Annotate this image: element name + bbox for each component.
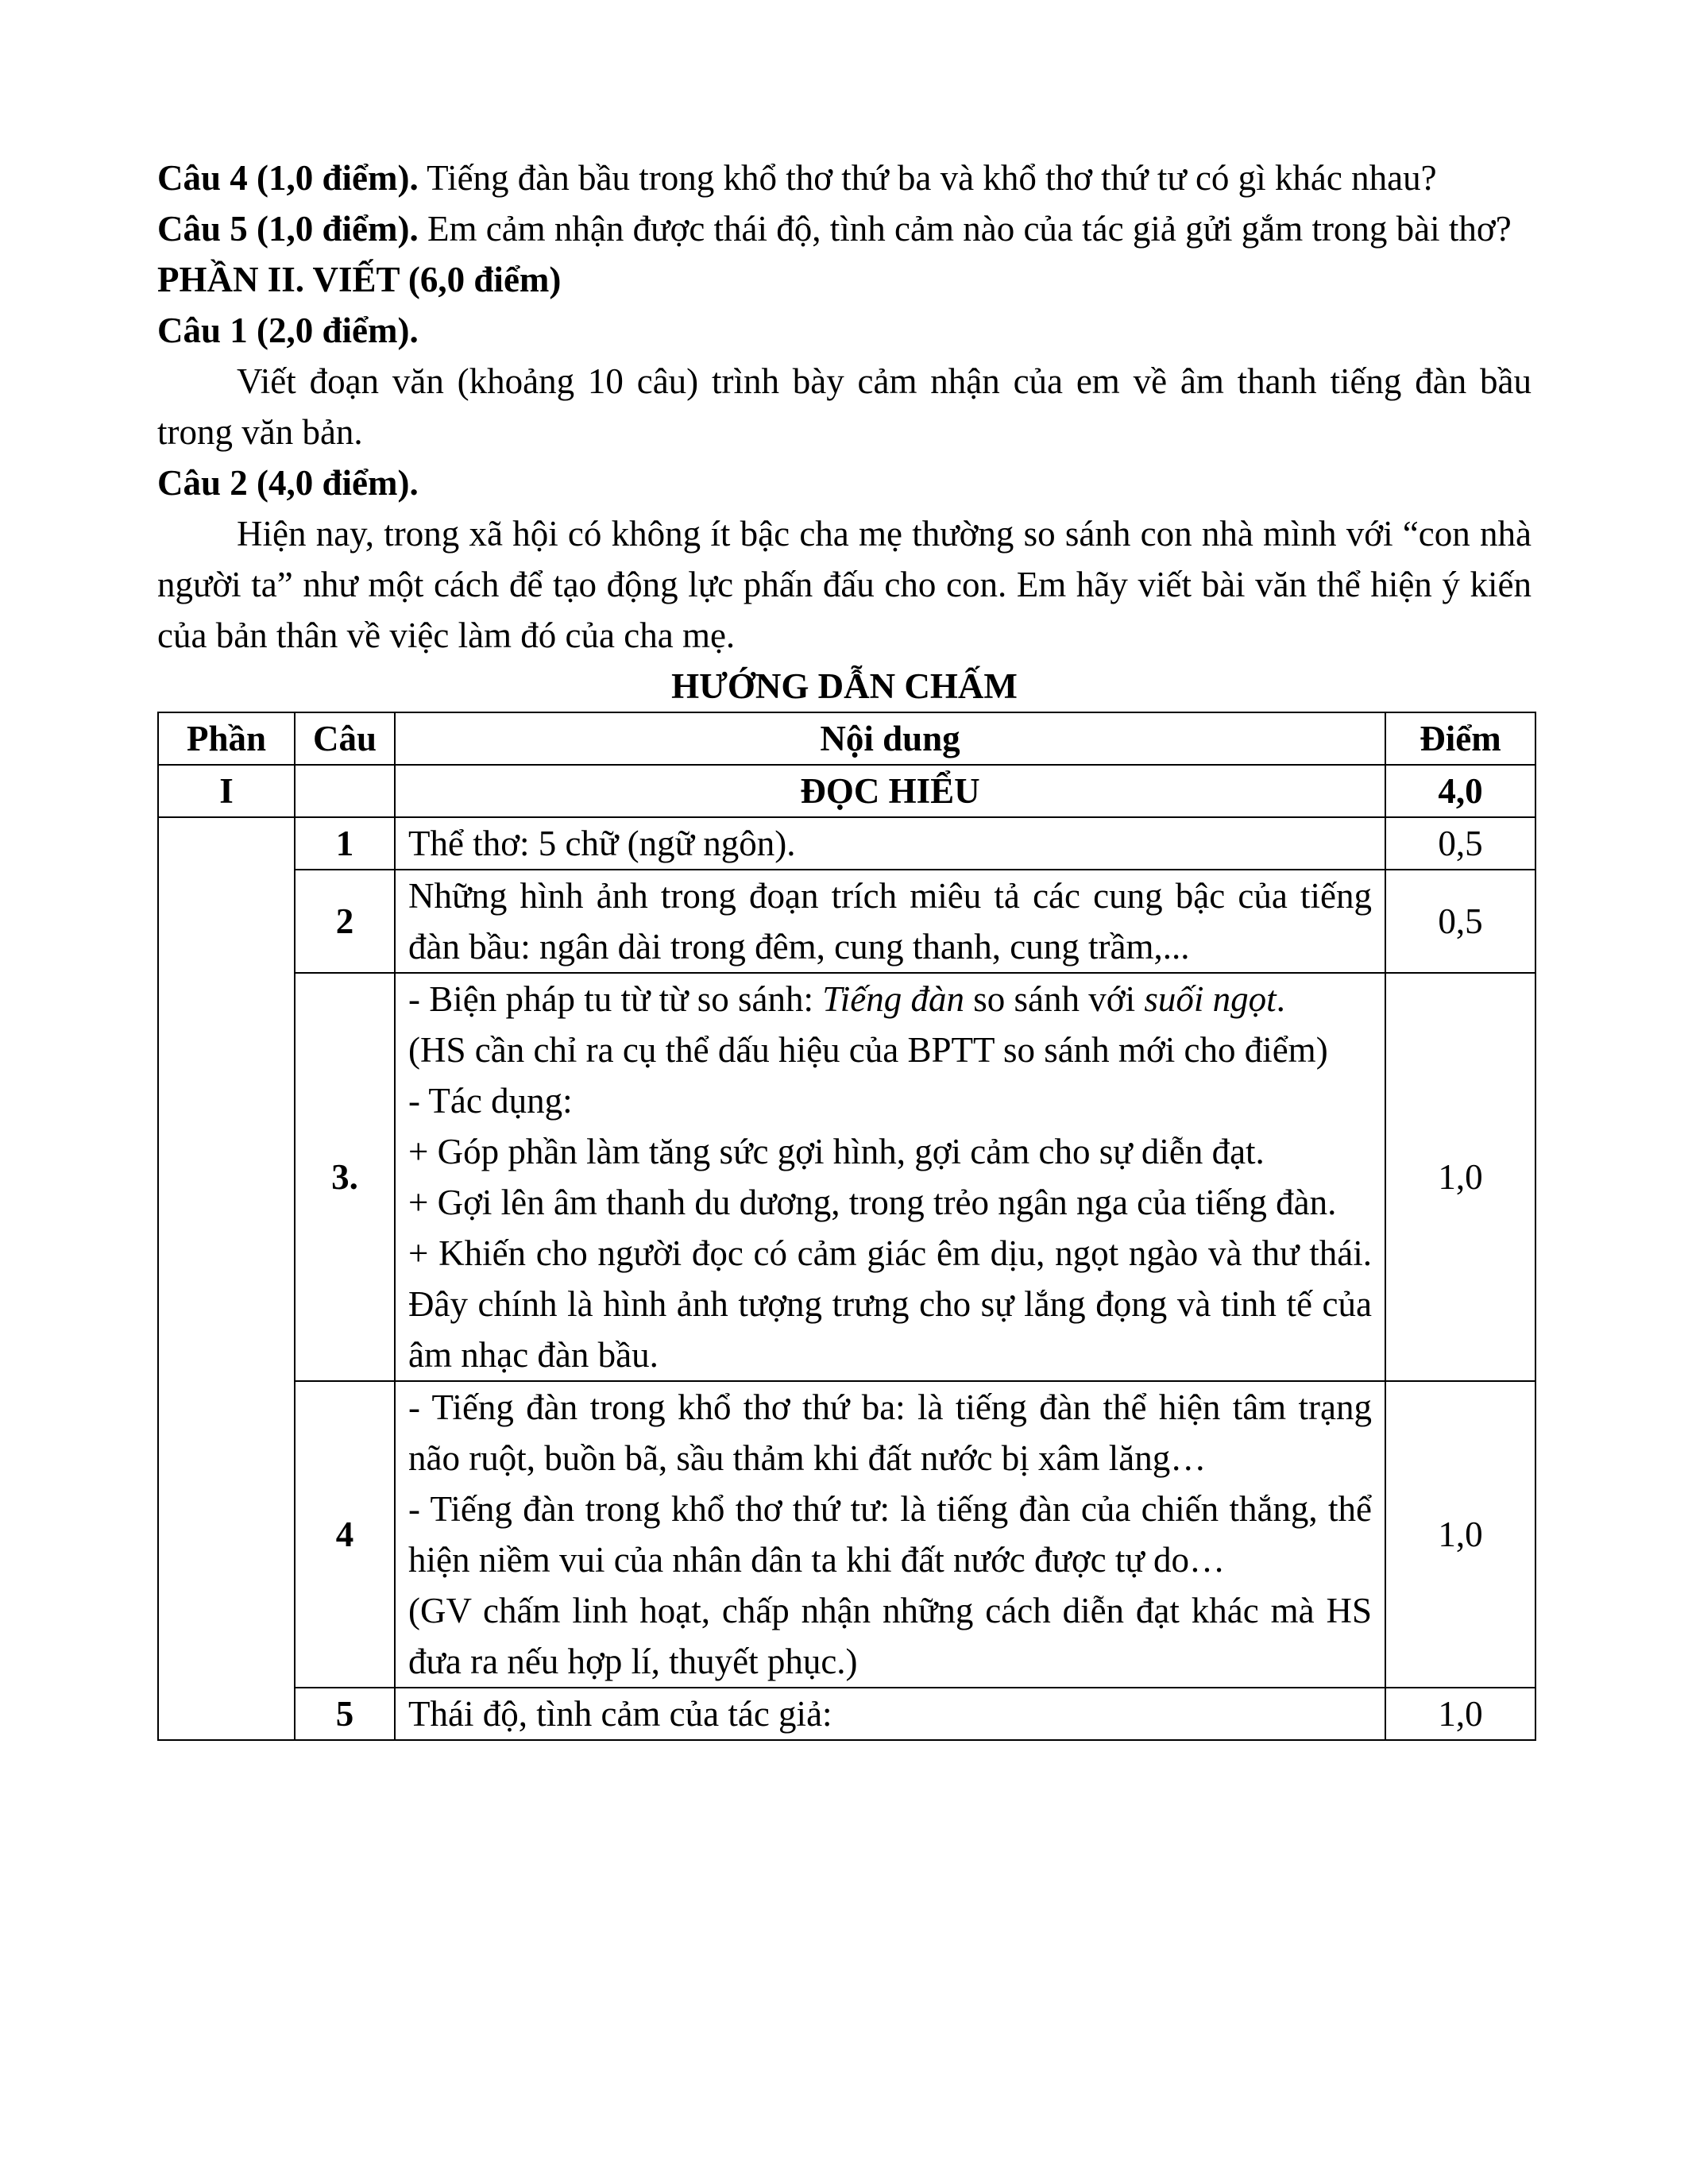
question-4 xyxy=(157,152,1532,203)
row-3-text: . xyxy=(1276,979,1285,1019)
document-page xyxy=(157,152,1532,1741)
table-row xyxy=(158,1688,1535,1740)
part2-q1-text: Viết đoạn văn (khoảng 10 câu) trình bày cảm nhận của em về âm thanh tiếng đàn bầu trong văn bản. xyxy=(157,361,1532,452)
part2-q2-head: Câu 2 (4,0 điểm). xyxy=(157,463,419,503)
row-4-content xyxy=(395,1381,1385,1688)
row-3-line-4: + Góp phần làm tăng sức gợi hình, gợi cảm cho sự diễn đạt. xyxy=(408,1132,1265,1171)
section-title: ĐỌC HIỂU xyxy=(395,765,1385,817)
grading-table xyxy=(157,712,1536,1741)
row-3-italic-1: Tiếng đàn xyxy=(822,979,965,1019)
table-header-row xyxy=(158,712,1535,765)
section-phan: I xyxy=(158,765,295,817)
row-2-cau: 2 xyxy=(295,870,395,973)
row-3-line-5: + Gợi lên âm thanh du dương, trong trẻo ngân nga của tiếng đàn. xyxy=(408,1183,1337,1222)
header-cau: Câu xyxy=(295,712,395,765)
header-diem: Điểm xyxy=(1385,712,1535,765)
row-1-content: Thể thơ: 5 chữ (ngữ ngôn). xyxy=(395,817,1385,870)
table-row xyxy=(158,817,1535,870)
row-4-line-1: - Tiếng đàn trong khổ thơ thứ ba: là tiếng đàn thể hiện tâm trạng não ruột, buồn bã, sầu thảm khi đất nước bị xâm lăng… xyxy=(408,1387,1372,1478)
row-2-content: Những hình ảnh trong đoạn trích miêu tả các cung bậc của tiếng đàn bầu: ngân dài trong đêm, cung thanh, cung trầm,... xyxy=(395,870,1385,973)
row-4-score: 1,0 xyxy=(1385,1381,1535,1688)
part2-q2-text: Hiện nay, trong xã hội có không ít bậc cha mẹ thường so sánh con nhà mình với “con nhà người ta” như một cách để tạo động lực phấn đấu cho con. Em hãy viết bài văn thể hiện ý kiến của bản thân về việc làm đó của cha mẹ. xyxy=(157,514,1532,655)
row-3-italic-2: suối ngọt xyxy=(1144,979,1277,1019)
table-row xyxy=(158,973,1535,1381)
header-phan: Phần xyxy=(158,712,295,765)
row-4-cau: 4 xyxy=(295,1381,395,1688)
table-row xyxy=(158,870,1535,973)
row-1-cau: 1 xyxy=(295,817,395,870)
row-3-content xyxy=(395,973,1385,1381)
section-score: 4,0 xyxy=(1385,765,1535,817)
phan-empty-cell xyxy=(158,817,295,1740)
row-3-line-2: (HS cần chỉ ra cụ thể dấu hiệu của BPTT so sánh mới cho điểm) xyxy=(408,1030,1328,1070)
row-4-line-2: - Tiếng đàn trong khổ thơ thứ tư: là tiếng đàn của chiến thắng, thể hiện niềm vui của nhân dân ta khi đất nước được tự do… xyxy=(408,1489,1372,1580)
row-3-text: so sánh với xyxy=(964,979,1145,1019)
row-1-score: 0,5 xyxy=(1385,817,1535,870)
question-5-head: Câu 5 (1,0 điểm). xyxy=(157,209,419,249)
row-5-content: Thái độ, tình cảm của tác giả: xyxy=(395,1688,1385,1740)
row-5-cau: 5 xyxy=(295,1688,395,1740)
row-5-score: 1,0 xyxy=(1385,1688,1535,1740)
row-4-line-3: (GV chấm linh hoạt, chấp nhận những cách diễn đạt khác mà HS đưa ra nếu hợp lí, thuyết phục.) xyxy=(408,1591,1372,1681)
section-cau-empty xyxy=(295,765,395,817)
part2-q1-head: Câu 1 (2,0 điểm). xyxy=(157,311,419,350)
header-noi-dung: Nội dung xyxy=(395,712,1385,765)
row-3-text: - Biện pháp tu từ từ so sánh: xyxy=(408,979,823,1019)
row-3-cau: 3. xyxy=(295,973,395,1381)
row-3-line-6: + Khiến cho người đọc có cảm giác êm dịu, ngọt ngào và thư thái. Đây chính là hình ảnh tượng trưng cho sự lắng đọng và tinh tế của âm nhạc đàn bầu. xyxy=(408,1233,1372,1375)
guide-title: HƯỚNG DẪN CHẤM xyxy=(671,666,1018,706)
row-3-score: 1,0 xyxy=(1385,973,1535,1381)
question-5-text: Em cảm nhận được thái độ, tình cảm nào của tác giả gửi gắm trong bài thơ? xyxy=(418,209,1512,249)
section-row xyxy=(158,765,1535,817)
question-5 xyxy=(157,203,1532,254)
row-3-line-3: - Tác dụng: xyxy=(408,1081,573,1121)
question-4-head: Câu 4 (1,0 điểm). xyxy=(157,158,419,198)
question-4-text: Tiếng đàn bầu trong khổ thơ thứ ba và khổ thơ thứ tư có gì khác nhau? xyxy=(418,158,1437,198)
row-3-line-1 xyxy=(408,974,1372,1024)
row-2-score: 0,5 xyxy=(1385,870,1535,973)
table-row xyxy=(158,1381,1535,1688)
part2-heading: PHẦN II. VIẾT (6,0 điểm) xyxy=(157,260,562,299)
